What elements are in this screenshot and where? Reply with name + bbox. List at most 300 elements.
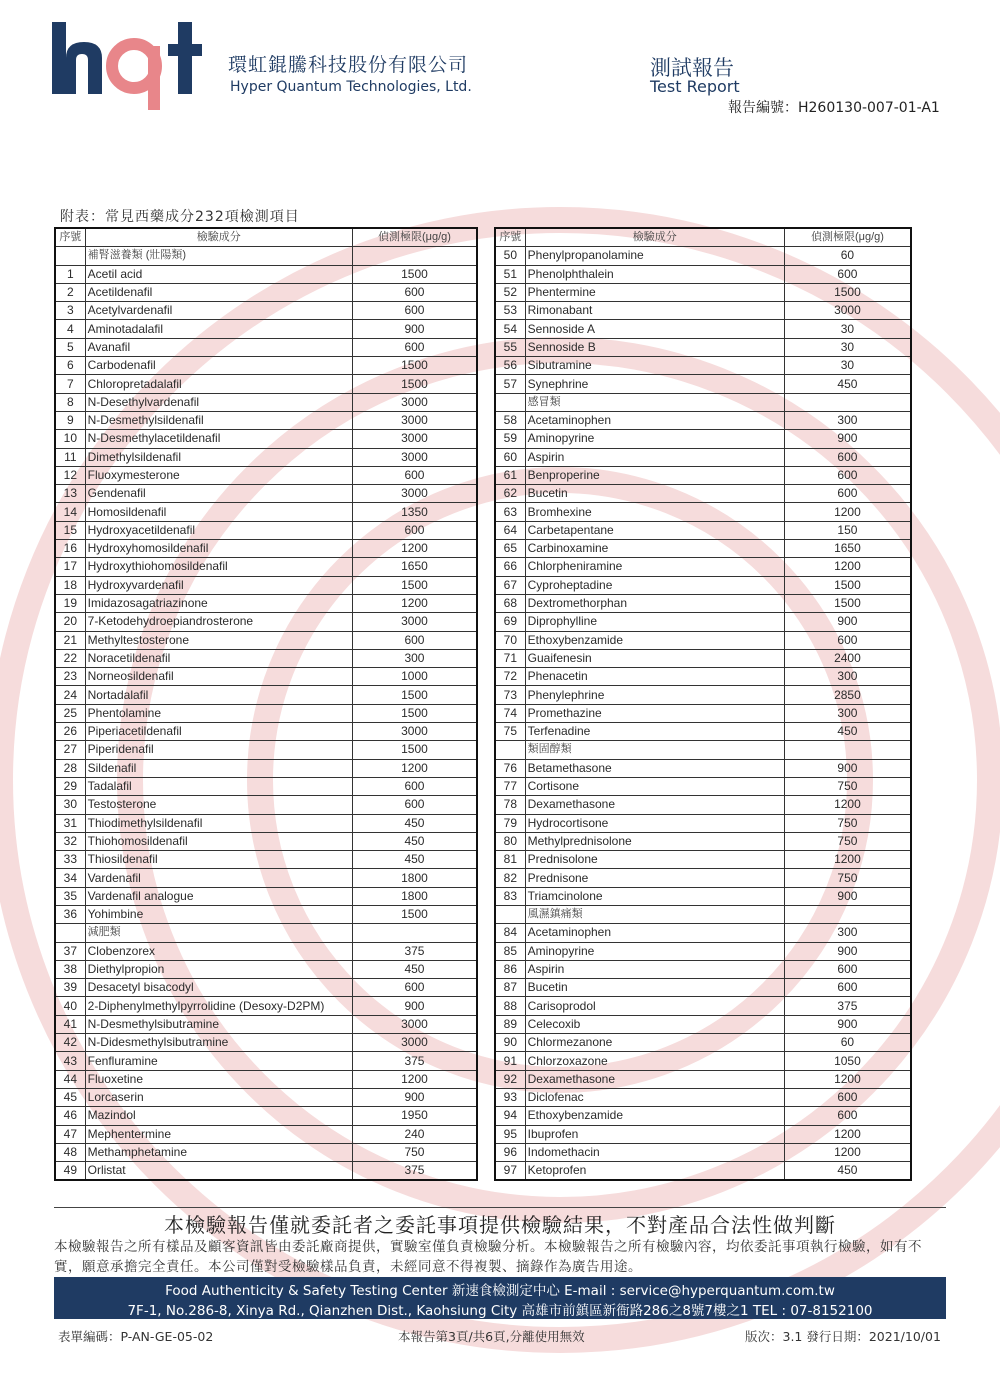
item-name: Cortisone (525, 777, 784, 795)
table-row (55, 576, 477, 594)
item-detection-limit: 3000 (352, 411, 477, 429)
table-row (495, 869, 911, 887)
category-spacer (352, 247, 477, 265)
column-header-no: 序號 (55, 228, 85, 247)
disclaimer-detail: 本檢驗報告之所有樣品及顧客資訊皆由委託廠商提供，實驗室僅負責檢驗分析。本檢驗報告之所有檢驗內容，均依委託事項執行檢驗，如有不實，願意承擔完全責任。本公司僅對受檢驗樣品負責，未經同意不得複製、摘錄作為廣告用途。 (54, 1239, 922, 1275)
version-info: 版次：3.1 發行日期：2021/10/01 (745, 1329, 941, 1344)
item-name: Nortadalafil (85, 686, 352, 704)
category-label: 風濕鎮痛類 (525, 905, 784, 923)
item-detection-limit: 600 (352, 283, 477, 301)
table-row (495, 485, 911, 503)
item-number: 34 (55, 869, 85, 887)
item-number: 88 (495, 997, 525, 1015)
table-row (495, 576, 911, 594)
item-number: 10 (55, 430, 85, 448)
page-info: 本報告第3頁/共6頁,分離使用無效 (398, 1329, 585, 1344)
item-detection-limit: 900 (784, 1015, 911, 1033)
item-number: 64 (495, 521, 525, 539)
item-detection-limit: 2850 (784, 686, 911, 704)
item-number: 47 (55, 1125, 85, 1143)
table-row (495, 448, 911, 466)
form-number: 表單編碼：P-AN-GE-05-02 (58, 1329, 214, 1344)
table-row (495, 540, 911, 558)
item-number: 68 (495, 594, 525, 612)
table-row (495, 594, 911, 612)
item-name: Methyltestosterone (85, 631, 352, 649)
footer-divider (54, 1207, 946, 1208)
item-name: Chloropretadalafil (85, 375, 352, 393)
item-number: 18 (55, 576, 85, 594)
item-number: 74 (495, 704, 525, 722)
table-header-row (55, 228, 477, 247)
item-detection-limit: 600 (352, 302, 477, 320)
item-detection-limit: 1200 (352, 594, 477, 612)
table-row (495, 430, 911, 448)
item-name: Norneosildenafil (85, 668, 352, 686)
item-detection-limit: 3000 (352, 723, 477, 741)
table-row (495, 1015, 911, 1033)
item-detection-limit: 1500 (352, 357, 477, 375)
item-number: 84 (495, 924, 525, 942)
item-detection-limit: 900 (784, 430, 911, 448)
item-name: Ketoprofen (525, 1162, 784, 1181)
item-name: Ethoxybenzamide (525, 631, 784, 649)
table-row (495, 1162, 911, 1181)
item-name: Testosterone (85, 796, 352, 814)
table-row (55, 357, 477, 375)
table-row (495, 283, 911, 301)
item-detection-limit: 1500 (784, 283, 911, 301)
item-number: 85 (495, 942, 525, 960)
item-name: Indomethacin (525, 1143, 784, 1161)
item-name: Phenylpropanolamine (525, 247, 784, 265)
table-row (495, 960, 911, 978)
table-row (55, 430, 477, 448)
item-number: 12 (55, 466, 85, 484)
table-row (495, 1088, 911, 1106)
item-name: Dexamethasone (525, 796, 784, 814)
item-number: 45 (55, 1088, 85, 1106)
item-name: Fenfluramine (85, 1052, 352, 1070)
item-number: 49 (55, 1162, 85, 1181)
table-row (55, 1125, 477, 1143)
table-row (55, 283, 477, 301)
item-number: 1 (55, 265, 85, 283)
table-row (55, 1107, 477, 1125)
item-detection-limit: 1650 (784, 540, 911, 558)
category-spacer (784, 393, 911, 411)
item-number: 29 (55, 777, 85, 795)
item-name: Fluoxetine (85, 1070, 352, 1088)
item-name: Chlormezanone (525, 1034, 784, 1052)
table-row (55, 338, 477, 356)
item-number: 3 (55, 302, 85, 320)
item-number: 43 (55, 1052, 85, 1070)
item-detection-limit: 450 (352, 960, 477, 978)
item-detection-limit: 600 (352, 777, 477, 795)
item-number: 25 (55, 704, 85, 722)
item-detection-limit: 3000 (352, 613, 477, 631)
item-name: Synephrine (525, 375, 784, 393)
item-name: Acetaminophen (525, 924, 784, 942)
table-row (495, 887, 911, 905)
item-number: 53 (495, 302, 525, 320)
column-header-name: 檢驗成分 (85, 228, 352, 247)
item-detection-limit: 1500 (352, 375, 477, 393)
item-number: 80 (495, 832, 525, 850)
item-name: Acetildenafil (85, 283, 352, 301)
item-number: 72 (495, 668, 525, 686)
item-detection-limit: 600 (784, 265, 911, 283)
item-name: Thiodimethylsildenafil (85, 814, 352, 832)
item-number: 2 (55, 283, 85, 301)
item-name: Fluoxymesterone (85, 466, 352, 484)
category-spacer (495, 393, 525, 411)
item-detection-limit: 1200 (784, 1070, 911, 1088)
table-row (495, 668, 911, 686)
table-row (55, 1052, 477, 1070)
item-name: Prednisone (525, 869, 784, 887)
table-row (55, 1034, 477, 1052)
item-number: 39 (55, 979, 85, 997)
table-row (495, 777, 911, 795)
item-number: 22 (55, 649, 85, 667)
item-detection-limit: 1650 (352, 558, 477, 576)
table-row (55, 503, 477, 521)
item-detection-limit: 3000 (784, 302, 911, 320)
report-number: 報告編號：H260130-007-01-A1 (728, 100, 940, 116)
item-number: 36 (55, 905, 85, 923)
table-row (495, 338, 911, 356)
table-body-left (55, 247, 477, 1181)
table-row (55, 979, 477, 997)
item-detection-limit: 375 (352, 1052, 477, 1070)
table-row (495, 832, 911, 850)
item-detection-limit: 1500 (784, 594, 911, 612)
item-number: 38 (55, 960, 85, 978)
item-name: Hydroxyvardenafil (85, 576, 352, 594)
item-number: 60 (495, 448, 525, 466)
item-name: Lorcaserin (85, 1088, 352, 1106)
category-row (495, 393, 911, 411)
item-number: 95 (495, 1125, 525, 1143)
item-detection-limit: 375 (784, 997, 911, 1015)
category-spacer (55, 247, 85, 265)
item-name: N-Desmethylsibutramine (85, 1015, 352, 1033)
item-name: Vardenafil analogue (85, 887, 352, 905)
table-row (495, 357, 911, 375)
table-row (495, 302, 911, 320)
item-number: 83 (495, 887, 525, 905)
item-detection-limit: 300 (784, 668, 911, 686)
table-row (495, 1070, 911, 1088)
item-number: 93 (495, 1088, 525, 1106)
test-items-table-left (54, 227, 478, 1181)
item-name: Sennoside B (525, 338, 784, 356)
item-name: Prednisolone (525, 851, 784, 869)
item-detection-limit: 3000 (352, 485, 477, 503)
table-body-right (495, 247, 911, 1181)
category-label: 感冒類 (525, 393, 784, 411)
table-row (495, 631, 911, 649)
item-detection-limit: 600 (784, 1107, 911, 1125)
item-name: Yohimbine (85, 905, 352, 923)
item-name: Orlistat (85, 1162, 352, 1181)
item-number: 33 (55, 851, 85, 869)
item-detection-limit: 1200 (352, 1070, 477, 1088)
item-name: Thiosildenafil (85, 851, 352, 869)
table-row (55, 997, 477, 1015)
item-detection-limit: 3000 (352, 430, 477, 448)
item-number: 97 (495, 1162, 525, 1181)
item-detection-limit: 600 (784, 960, 911, 978)
item-detection-limit: 1200 (784, 851, 911, 869)
item-name: Bromhexine (525, 503, 784, 521)
table-row (495, 997, 911, 1015)
item-detection-limit: 900 (784, 759, 911, 777)
item-detection-limit: 1350 (352, 503, 477, 521)
table-row (495, 759, 911, 777)
item-number: 78 (495, 796, 525, 814)
table-row (495, 942, 911, 960)
item-detection-limit: 1500 (352, 265, 477, 283)
item-detection-limit: 3000 (352, 393, 477, 411)
table-row (55, 686, 477, 704)
item-number: 30 (55, 796, 85, 814)
item-name: Sildenafil (85, 759, 352, 777)
item-detection-limit: 1200 (784, 1125, 911, 1143)
item-detection-limit: 1000 (352, 668, 477, 686)
item-number: 57 (495, 375, 525, 393)
item-number: 13 (55, 485, 85, 503)
contact-bar (54, 1277, 946, 1319)
item-detection-limit: 300 (784, 924, 911, 942)
item-number: 81 (495, 851, 525, 869)
item-name: Dextromethorphan (525, 594, 784, 612)
category-spacer (784, 741, 911, 759)
item-name: Chlorzoxazone (525, 1052, 784, 1070)
report-title-en: Test Report (650, 77, 740, 96)
item-name: Aspirin (525, 448, 784, 466)
item-name: Aminopyrine (525, 942, 784, 960)
table-row (495, 723, 911, 741)
item-detection-limit: 600 (784, 485, 911, 503)
item-detection-limit: 900 (784, 942, 911, 960)
table-row (495, 796, 911, 814)
item-detection-limit: 750 (784, 814, 911, 832)
report-title-zh: 測試報告 (650, 56, 734, 80)
item-name: Triamcinolone (525, 887, 784, 905)
item-detection-limit: 450 (352, 832, 477, 850)
item-number: 63 (495, 503, 525, 521)
company-name-en: Hyper Quantum Technologies, Ltd. (230, 79, 472, 95)
table-row (55, 851, 477, 869)
table-row (495, 851, 911, 869)
item-name: Gendenafil (85, 485, 352, 503)
item-name: Phenacetin (525, 668, 784, 686)
item-detection-limit: 600 (352, 466, 477, 484)
table-row (55, 613, 477, 631)
item-number: 70 (495, 631, 525, 649)
category-spacer (784, 905, 911, 923)
item-detection-limit: 30 (784, 320, 911, 338)
item-name: Hydroxyacetildenafil (85, 521, 352, 539)
item-name: Carbetapentane (525, 521, 784, 539)
item-name: Dimethylsildenafil (85, 448, 352, 466)
item-name: Phentolamine (85, 704, 352, 722)
item-number: 59 (495, 430, 525, 448)
item-name: Thiohomosildenafil (85, 832, 352, 850)
table-row (495, 558, 911, 576)
item-name: Desacetyl bisacodyl (85, 979, 352, 997)
table-row (495, 466, 911, 484)
category-spacer (55, 924, 85, 942)
item-number: 90 (495, 1034, 525, 1052)
table-row (55, 393, 477, 411)
item-detection-limit: 1800 (352, 869, 477, 887)
item-detection-limit: 3000 (352, 1034, 477, 1052)
item-detection-limit: 900 (352, 320, 477, 338)
table-row (55, 869, 477, 887)
item-name: Chlorpheniramine (525, 558, 784, 576)
item-number: 16 (55, 540, 85, 558)
test-items-table-right (494, 227, 912, 1181)
table-row (495, 411, 911, 429)
table-row (495, 814, 911, 832)
item-detection-limit: 60 (784, 247, 911, 265)
item-detection-limit: 750 (784, 869, 911, 887)
item-number: 87 (495, 979, 525, 997)
item-detection-limit: 900 (784, 887, 911, 905)
item-detection-limit: 1500 (352, 686, 477, 704)
item-name: Guaifenesin (525, 649, 784, 667)
table-row (55, 1162, 477, 1181)
item-detection-limit: 600 (784, 979, 911, 997)
company-name-zh: 環虹錕騰科技股份有限公司 (228, 54, 469, 76)
item-number: 35 (55, 887, 85, 905)
item-number: 56 (495, 357, 525, 375)
item-detection-limit: 1950 (352, 1107, 477, 1125)
item-name: Tadalafil (85, 777, 352, 795)
item-name: Avanafil (85, 338, 352, 356)
column-header-no: 序號 (495, 228, 525, 247)
item-number: 65 (495, 540, 525, 558)
item-name: Acetaminophen (525, 411, 784, 429)
item-name: Ethoxybenzamide (525, 1107, 784, 1125)
item-detection-limit: 900 (352, 1088, 477, 1106)
item-number: 21 (55, 631, 85, 649)
item-detection-limit: 600 (352, 631, 477, 649)
item-name: N-Desmethylsildenafil (85, 411, 352, 429)
table-row (55, 814, 477, 832)
item-detection-limit: 3000 (352, 448, 477, 466)
item-number: 71 (495, 649, 525, 667)
table-row (495, 924, 911, 942)
table-row (495, 1034, 911, 1052)
table-row (495, 1052, 911, 1070)
table-row (495, 649, 911, 667)
item-detection-limit: 1500 (352, 704, 477, 722)
item-detection-limit: 1500 (352, 741, 477, 759)
item-number: 50 (495, 247, 525, 265)
table-row (495, 1125, 911, 1143)
item-number: 32 (55, 832, 85, 850)
item-number: 94 (495, 1107, 525, 1125)
table-row (55, 832, 477, 850)
item-number: 20 (55, 613, 85, 631)
item-name: N-Didesmethylsibutramine (85, 1034, 352, 1052)
table-row (55, 1070, 477, 1088)
item-detection-limit: 30 (784, 357, 911, 375)
item-number: 67 (495, 576, 525, 594)
item-number: 54 (495, 320, 525, 338)
item-name: Dexamethasone (525, 1070, 784, 1088)
item-name: Aminotadalafil (85, 320, 352, 338)
item-name: Bucetin (525, 979, 784, 997)
item-detection-limit: 600 (784, 631, 911, 649)
item-number: 46 (55, 1107, 85, 1125)
item-number: 89 (495, 1015, 525, 1033)
table-row (55, 796, 477, 814)
table-row (55, 375, 477, 393)
table-row (55, 942, 477, 960)
item-number: 44 (55, 1070, 85, 1088)
item-name: Acetil acid (85, 265, 352, 283)
item-name: Carbodenafil (85, 357, 352, 375)
item-name: Promethazine (525, 704, 784, 722)
category-spacer (495, 741, 525, 759)
table-row (55, 887, 477, 905)
item-detection-limit: 600 (352, 796, 477, 814)
item-detection-limit: 1800 (352, 887, 477, 905)
category-row (495, 741, 911, 759)
table-row (55, 540, 477, 558)
item-name: Imidazosagatriazinone (85, 594, 352, 612)
item-name: 7-Ketodehydroepiandrosterone (85, 613, 352, 631)
item-detection-limit: 300 (352, 649, 477, 667)
table-row (55, 320, 477, 338)
item-detection-limit: 600 (784, 1088, 911, 1106)
item-detection-limit: 600 (352, 521, 477, 539)
category-label: 補腎滋養類 (壯陽類) (85, 247, 352, 265)
item-detection-limit: 600 (352, 338, 477, 356)
column-header-limit: 偵測極限(μg/g) (352, 228, 477, 247)
item-name: Carisoprodol (525, 997, 784, 1015)
table-row (55, 1015, 477, 1033)
item-detection-limit: 450 (784, 375, 911, 393)
table-row (495, 375, 911, 393)
item-number: 76 (495, 759, 525, 777)
item-name: Rimonabant (525, 302, 784, 320)
item-number: 28 (55, 759, 85, 777)
item-number: 19 (55, 594, 85, 612)
item-name: Phentermine (525, 283, 784, 301)
item-detection-limit: 1200 (784, 503, 911, 521)
item-name: Diethylpropion (85, 960, 352, 978)
table-row (55, 521, 477, 539)
item-detection-limit: 900 (352, 997, 477, 1015)
table-row (55, 704, 477, 722)
table-row (55, 594, 477, 612)
table-row (495, 265, 911, 283)
item-name: Vardenafil (85, 869, 352, 887)
item-name: Noracetildenafil (85, 649, 352, 667)
item-detection-limit: 1500 (784, 576, 911, 594)
item-number: 75 (495, 723, 525, 741)
item-name: Sennoside A (525, 320, 784, 338)
item-detection-limit: 1200 (352, 759, 477, 777)
table-row (55, 759, 477, 777)
